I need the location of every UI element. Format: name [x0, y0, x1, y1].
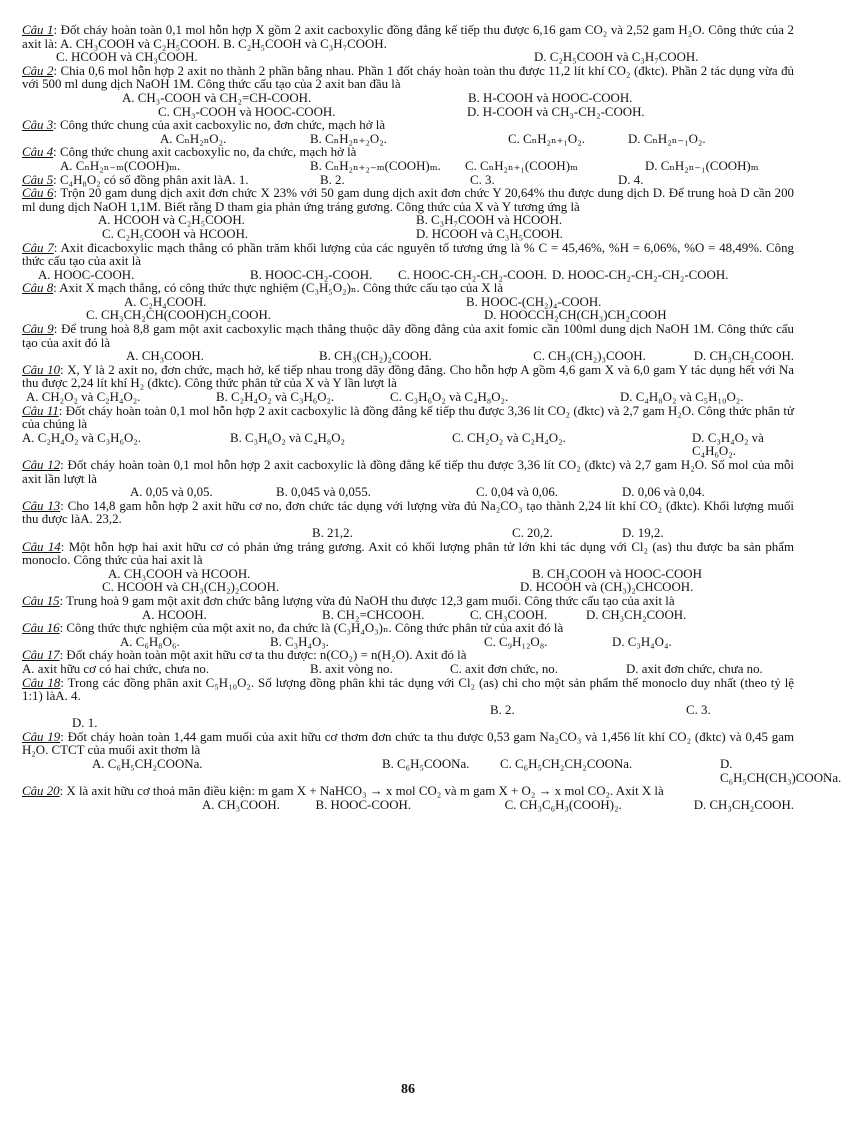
option: A. CₙH₂ₙO₂.	[160, 131, 227, 146]
option: C. 0,04 và 0,06.	[476, 485, 558, 500]
question-15	[22, 595, 794, 609]
option: C. 3.	[686, 702, 711, 717]
exam-page	[22, 23, 841, 812]
options-row	[22, 609, 794, 623]
question-text: : Trung hoà 9 gam một axit đơn chức bằng lượng vừa đủ NaOH thu được 12,3 gam muối. Công thức cấu tạo của axit là	[59, 593, 675, 608]
option: D. HCOOH và C₃H₅COOH.	[416, 226, 563, 241]
option: A. CH₃COOH.	[202, 797, 280, 812]
question-label: Câu 17	[22, 648, 60, 663]
option: D. 0,06 và 0,04.	[622, 485, 705, 500]
option: C. C₆H₅CH₂CH₂COONa.	[500, 757, 633, 772]
option: D. C₃H₄O₄.	[612, 634, 672, 649]
options-row	[22, 51, 794, 65]
option: C. HCOOH và CH₃(CH₂)₂COOH.	[102, 580, 280, 595]
question-text: : C₄H₈O₂ có số đồng phân axit là	[53, 172, 224, 187]
options-row	[22, 486, 794, 500]
option: C. CH₃CH₂CH(COOH)CH₂COOH.	[86, 308, 272, 323]
options-row	[22, 581, 794, 595]
option: A. CH₃COOH.	[126, 349, 204, 364]
question-label: Câu 14	[22, 539, 61, 554]
question-16	[22, 622, 794, 636]
options-row	[22, 717, 794, 731]
question-text: : X là axit hữu cơ thoả mãn điều kiện: m gam X + NaHCO₃ → x mol CO₂ và m gam X + O₂ → x mol CO₂. Axit X là	[59, 784, 664, 799]
question-label: Câu 6	[22, 186, 54, 201]
question-7	[22, 242, 794, 269]
question-label: Câu 19	[22, 729, 61, 744]
question-13	[22, 500, 794, 527]
question-label: Câu 18	[22, 675, 61, 690]
question-label: Câu 3	[22, 118, 54, 133]
options-row	[22, 663, 794, 677]
option: B. C₃H₄O₃.	[270, 634, 329, 649]
question-label: Câu 4	[22, 145, 54, 160]
question-text: : Đốt cháy hoàn toàn 0,1 mol hỗn hợp 2 axit cacboxylic là đồng đẳng kế tiếp thu được 3,36 lít CO₂ (đktc) và 2,7 gam H₂O. Số mol của mỗi axit lần lượt là	[22, 458, 794, 486]
question-text: : Cho 14,8 gam hỗn hợp 2 axit hữu cơ no, đơn chức tác dụng với lượng vừa đủ Na₂CO₃ tạo thành 2,24 lít khí CO₂ (đktc). Khối lượng muối thu được là	[22, 498, 794, 527]
question-text: : Đốt cháy hoàn toàn 1,44 gam muối của axit hữu cơ thơm đơn chức ta thu được 0,53 gam Na₂CO₃ và 1,456 lít khí CO₂ (đktc) và 0,45 gam H₂O. CTCT của muối axit thơm là	[22, 729, 794, 758]
option: D. C₄H₈O₂ và C₅H₁₀O₂.	[620, 390, 744, 405]
question-text: : Chia 0,6 mol hỗn hợp 2 axit no thành 2 phần bằng nhau. Phần 1 đốt cháy hoàn toàn thu được 11,2 lít khí CO₂ (đktc). Phần 2 tác dụng vừa đủ với 500 ml dung dịch NaOH 1M. Công thức cấu tạo của 2 axit ban đầu là	[22, 63, 794, 92]
question-5	[22, 174, 794, 188]
question-19	[22, 731, 794, 758]
question-18	[22, 677, 794, 704]
question-label: Câu 12	[22, 458, 61, 472]
option: D. axit đơn chức, chưa no.	[626, 661, 763, 676]
option: B. C₃H₇COOH và HCOOH.	[416, 213, 563, 228]
question-label: Câu 15	[22, 593, 60, 608]
question-text: : Đốt cháy hoàn toàn 0,1 mol hỗn hợp X gồm 2 axit cacboxylic đồng đẳng kế tiếp thu được 6,16 gam CO₂ và 2,52 gam H₂O. Công thức của 2 axit là: A. CH₃COOH và C₂H₅COOH. B. C₂H₅COOH và C₃H₇COOH.	[22, 23, 794, 51]
option: A. C₂H₄O₂ và C₃H₆O₂.	[22, 430, 141, 445]
option: B. C₂H₄O₂ và C₃H₆O₂.	[216, 390, 335, 405]
option: B. axit vòng no.	[310, 661, 393, 676]
options-row	[22, 214, 794, 228]
option: D. CH₃CH₂COOH.	[693, 797, 794, 812]
options-row	[22, 757, 841, 785]
option: C. CₙH₂ₙ₊₁(COOH)ₘ	[465, 158, 578, 173]
option: C. CH₂O₂ và C₂H₄O₂.	[452, 430, 566, 445]
option: D. HCOOH và (CH₃)₂CHCOOH.	[520, 580, 694, 595]
question-text: : Axit đicacboxylic mạch thẳng có phần trăm khối lượng của các nguyên tố tương ứng là % C = 45,46%, %H = 6,06%, %O = 48,49%. Công thức cấu tạo của axit là	[22, 240, 794, 269]
question-14	[22, 541, 794, 568]
question-label: Câu 7	[22, 240, 54, 255]
question-text: : Công thức chung axit cacboxylic no, đa chức, mạch hở là	[53, 145, 357, 160]
option: A. 4.	[55, 689, 81, 704]
question-20	[22, 785, 794, 799]
option: C. C₉H₁₂O₈.	[484, 634, 548, 649]
option: A. 1.	[223, 172, 249, 187]
option: B. C₆H₅COONa.	[382, 757, 470, 772]
option: C. CH₃C₆H₃(COOH)₂.	[504, 797, 622, 812]
option: D. 1.	[72, 716, 98, 731]
options-row	[22, 432, 794, 459]
options-row	[22, 133, 794, 147]
question-4	[22, 146, 794, 160]
option: B. 0,045 và 0,055.	[276, 485, 371, 500]
option: D. CH₃CH₂COOH.	[693, 349, 794, 364]
question-3	[22, 119, 794, 133]
option: A. CH₃COOH và HCOOH.	[108, 566, 251, 581]
option: D. C₃H₄O₂ và C₄H₆O₂.	[692, 430, 764, 459]
options-row	[22, 228, 794, 242]
question-label: Câu 5	[22, 172, 54, 187]
question-1	[22, 24, 794, 51]
question-9	[22, 323, 794, 350]
question-12	[22, 459, 794, 486]
option: B. H-COOH và HOOC-COOH.	[468, 90, 633, 105]
question-label: Câu 10	[22, 362, 61, 377]
question-text: : Công thức chung của axit cacboxylic no, đơn chức, mạch hở là	[53, 118, 386, 133]
option: A. C₆H₈O₆.	[120, 634, 180, 649]
option: A. HCOOH và C₂H₅COOH.	[98, 213, 245, 228]
option: A. 0,05 và 0,05.	[130, 485, 213, 500]
question-10	[22, 364, 794, 391]
option: D. CH₃CH₂COOH.	[586, 607, 687, 622]
option: B. HOOC-COOH.	[315, 797, 412, 812]
question-label: Câu 11	[22, 403, 59, 418]
question-label: Câu 13	[22, 498, 61, 513]
option: C. CH₃-COOH và HOOC-COOH.	[158, 104, 336, 119]
option: C. CₙH₂ₙ₊₁O₂.	[508, 131, 585, 146]
options-row	[22, 799, 794, 813]
question-text: : Một hỗn hợp hai axit hữu cơ có phản ứng tráng gương. Axit có khối lượng phân tử lớn khi tác dụng với Cl₂ (as) thu được ba sản phẩm monoclo. Công thức của hai axit là	[22, 539, 794, 568]
question-text: : Trộn 20 gam dung dịch axit đơn chức X 23% với 50 gam dung dịch axit đơn chức Y 20,64% thu được dung dịch D. Để trung hoà D cần 200 ml dung dịch NaOH 1,1M. Biết rằng D tham gia phản ứng tráng gương. Công thức của X và Y tương ứng là	[22, 186, 794, 214]
option: B. CₙH₂ₙ₊₂₋ₘ(COOH)ₘ.	[310, 158, 441, 173]
option: B. 21,2.	[312, 525, 353, 540]
option: B. 2.	[490, 702, 515, 717]
question-text: : Để trung hoà 8,8 gam một axit cacboxylic mạch thẳng thuộc dãy đồng đẳng của axit fomic cần 100ml dung dịch NaOH 1M. Công thức cấu tạo của axit đó là	[22, 322, 794, 350]
option: B. C₃H₆O₂ và C₄H₈O₂	[230, 430, 346, 445]
option: C. 3.	[470, 172, 495, 187]
option: D. CₙH₂ₙ₋₁O₂.	[628, 131, 706, 146]
option: D. C₆H₅CH(CH₃)COONa.	[720, 757, 841, 785]
option: D. CₙH₂ₙ₋₁(COOH)ₘ	[645, 158, 759, 173]
option: C. HCOOH và CH₃COOH.	[56, 50, 198, 65]
options-row	[22, 391, 794, 405]
option: C. C₂H₅COOH và HCOOH.	[102, 226, 249, 241]
option: C. axit đơn chức, no.	[450, 661, 558, 676]
options-row	[22, 350, 794, 364]
option: C. C₃H₆O₂ và C₄H₈O₂.	[390, 390, 509, 405]
option: C. 20,2.	[512, 525, 553, 540]
question-label: Câu 16	[22, 621, 60, 636]
question-label: Câu 9	[22, 322, 54, 337]
option: A. CH₂O₂ và C₂H₄O₂.	[26, 390, 141, 405]
question-label: Câu 20	[22, 784, 60, 799]
option: D. 4.	[618, 172, 644, 187]
option: B. HOOC-CH₂-COOH.	[250, 267, 373, 282]
option: D. HOOC-CH₂-CH₂-CH₂-COOH.	[552, 267, 729, 282]
option: A. axit hữu cơ có hai chức, chưa no.	[22, 661, 210, 676]
option: A. C₆H₅CH₂COONa.	[92, 757, 203, 772]
option: B. CH₂=CHCOOH.	[322, 607, 425, 622]
option: B. CH₃COOH và HOOC-COOH	[532, 566, 702, 581]
options-row	[22, 568, 794, 582]
option: B. HOOC-(CH₂)₄-COOH.	[466, 294, 602, 309]
options-row	[22, 269, 794, 283]
option: A. C₂H₄COOH.	[124, 294, 207, 309]
question-text: : Đốt cháy hoàn toàn 0,1 mol hỗn hợp 2 axit cacboxylic là đồng đẳng kế tiếp thu được 3,36 lít CO₂ (đktc) và 2,7 gam H₂O. Công thức phân tử của chúng là	[22, 403, 794, 432]
option: C. HOOC-CH₂-CH₂-COOH.	[398, 267, 547, 282]
options-row	[22, 636, 794, 650]
question-text: : Công thức thực nghiệm của một axit no, đa chức là (C₃H₄O₃)ₙ. Công thức phân tử của axit đó là	[59, 621, 564, 636]
option: D. 19,2.	[622, 525, 664, 540]
option: A. 23,2.	[80, 512, 122, 527]
option: D. C₂H₅COOH và C₃H₇COOH.	[534, 50, 699, 65]
question-8	[22, 282, 794, 296]
question-text: : Axit X mạch thẳng, có công thức thực nghiệm (C₃H₅O₂)ₙ. Công thức cấu tạo của X là	[53, 281, 504, 296]
option: D. H-COOH và CH₃-CH₂-COOH.	[467, 104, 645, 119]
question-text: : Đốt cháy hoàn toàn một axit hữu cơ ta thu được: n(CO₂) = n(H₂O). Axit đó là	[59, 648, 467, 663]
options-row	[22, 527, 794, 541]
option: B. CH₃(CH₂)₂COOH.	[319, 349, 432, 364]
option: B. CₙH₂ₙ₊₂O₂.	[310, 131, 387, 146]
page-number: 86	[401, 1082, 415, 1097]
option: A. HCOOH.	[142, 607, 207, 622]
options-row	[22, 309, 794, 323]
question-label: Câu 8	[22, 281, 54, 296]
option: C. CH₃COOH.	[470, 607, 548, 622]
option: C. CH₃(CH₂)₃COOH.	[533, 349, 646, 364]
question-text: : Trong các đồng phân axit C₅H₁₀O₂. Số lượng đồng phân khi tác dụng với Cl₂ (as) chỉ cho một sản phẩm thế monoclo duy nhất (theo tỷ lệ 1:1) là	[22, 675, 794, 704]
option: A. CH₃-COOH và CH₂=CH-COOH.	[122, 90, 312, 105]
options-row	[22, 106, 794, 120]
question-label: Câu 1	[22, 23, 54, 37]
question-11	[22, 405, 794, 432]
question-6	[22, 187, 794, 214]
options-row	[22, 296, 794, 310]
option: B. 2.	[320, 172, 345, 187]
option: A. HOOC-COOH.	[38, 267, 135, 282]
options-row	[22, 92, 794, 106]
question-2	[22, 65, 794, 92]
options-row	[22, 704, 794, 718]
option: D. HOOCCH₂CH(CH₃)CH₂COOH	[484, 308, 667, 323]
option: A. CₙH₂ₙ₋ₘ(COOH)ₘ.	[60, 158, 181, 173]
question-17	[22, 649, 794, 663]
question-label: Câu 2	[22, 63, 54, 78]
question-text: : X, Y là 2 axit no, đơn chức, mạch hở, kế tiếp nhau trong dãy đồng đẳng. Cho hỗn hợp A gồm 4,6 gam X và 6,0 gam Y tác dụng hết với Na thu được 2,24 lít khí H₂ (đktc). Công thức phân tử của X và Y lần lượt là	[22, 362, 794, 391]
options-row	[22, 160, 794, 174]
